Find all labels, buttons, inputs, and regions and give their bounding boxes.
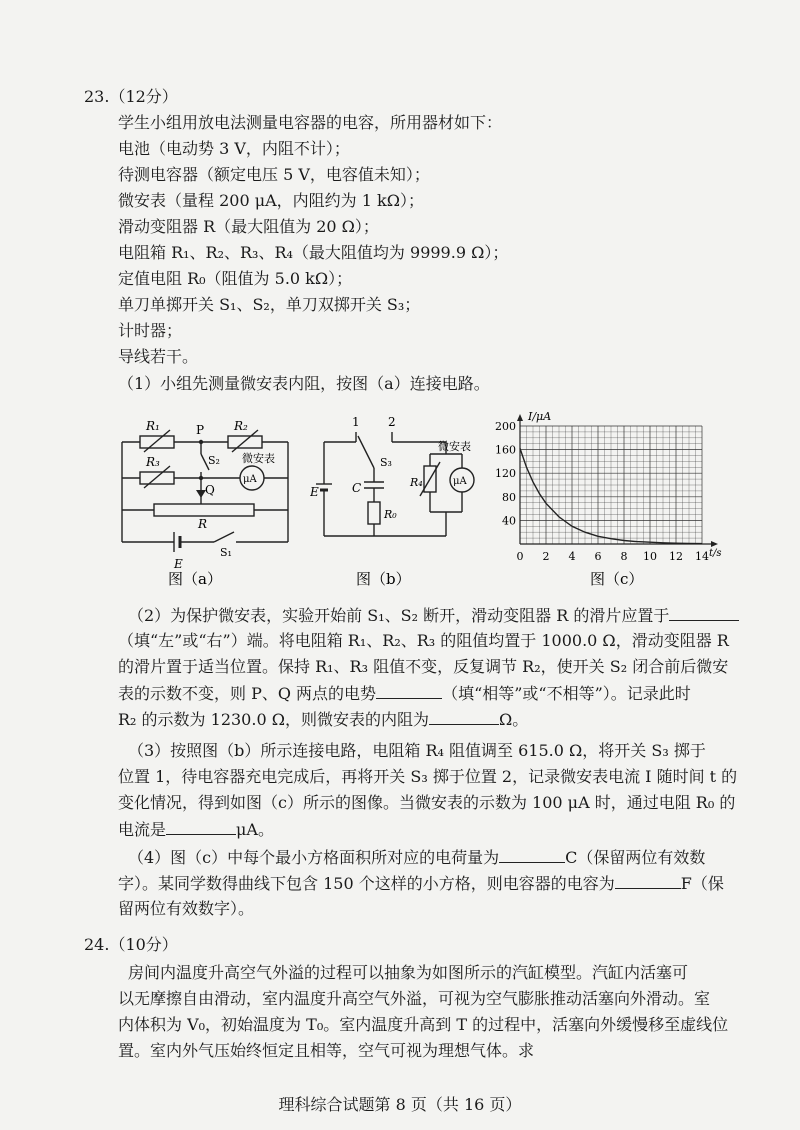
figures-row — [110, 410, 730, 590]
label-s1: S₁ — [220, 546, 232, 559]
label-meter-name: 微安表 — [438, 440, 471, 453]
chart-y-axis-label: I/μA — [528, 410, 552, 423]
chart-y-tick-label: 80 — [502, 490, 516, 504]
equipment-item: 滑动变阻器 R（最大阻值为 20 Ω）； — [118, 217, 379, 236]
label-r4: R₄ — [410, 476, 423, 489]
part-4-line-2 — [118, 872, 724, 895]
part-2-line-3: 的滑片置于适当位置。保持 R₁、R₃ 阻值不变，反复调节 R₂，使开关 S₂ 闭合前后微安 — [118, 657, 729, 676]
chart-x-arrow — [711, 541, 718, 547]
part-2-line-1 — [128, 604, 739, 627]
part-3-line-4 — [118, 818, 274, 841]
equipment-item: 计时器； — [118, 321, 183, 340]
question-24-line: 置。室内外气压始终恒定且相等，空气可视为理想气体。求 — [118, 1041, 535, 1060]
answer-blank[interactable] — [615, 872, 681, 889]
part-4-text: 字）。某同学数得曲线下包含 150 个这样的小方格，则电容器的电容为 — [118, 874, 615, 893]
chart-x-tick-label: 0 — [516, 550, 524, 563]
chart-y-tick-label: 200 — [495, 420, 516, 433]
part-2-line-5 — [118, 708, 528, 731]
chart-x-tick-label: 12 — [669, 550, 683, 563]
equipment-item: 待测电容器（额定电压 5 V，电容值未知）； — [118, 165, 430, 184]
part-2-text: R₂ 的示数为 1230.0 Ω，则微安表的内阻为 — [118, 710, 429, 729]
label-e: E — [174, 557, 183, 571]
equipment-item: 电阻箱 R₁、R₂、R₃、R₄（最大阻值均为 9999.9 Ω）； — [118, 243, 509, 262]
label-s2: S₂ — [208, 454, 220, 467]
chart-x-tick-label: 14 — [695, 550, 709, 563]
part-4-line-1 — [128, 846, 705, 869]
page-footer: 理科综合试题第 8 页（共 16 页） — [278, 1095, 522, 1114]
chart-y-tick-label: 40 — [502, 514, 516, 528]
chart-x-axis-label: t/s — [709, 548, 722, 559]
question-24-line: 内体积为 V₀，初始温度为 T₀。室内温度升高到 T 的过程中，活塞向外缓慢移至虚线位 — [118, 1015, 729, 1034]
chart-x-tick-label: 8 — [620, 550, 628, 563]
question-23-header: 23.（12分） — [84, 87, 178, 106]
part-3-text: μA。 — [236, 820, 274, 839]
part-2-text: （2）为保护微安表，实验开始前 S₁、S₂ 断开，滑动变阻器 R 的滑片应置于 — [128, 606, 670, 625]
chart-y-arrow — [517, 414, 523, 421]
caption-c: 图（c） — [590, 570, 644, 588]
part-2-text: 表的示数不变，则 P、Q 两点的电势 — [118, 684, 377, 703]
question-24-line: 房间内温度升高空气外溢的过程可以抽象为如图所示的汽缸模型。汽缸内活塞可 — [128, 963, 689, 982]
chart-x-tick-label: 6 — [594, 550, 602, 563]
part-3-line-3: 变化情况，得到如图（c）所示的图像。当微安表的示数为 100 μA 时，通过电阻 R₀ 的 — [118, 793, 736, 812]
label-r3: R₃ — [146, 455, 160, 469]
label-p: P — [196, 423, 205, 437]
label-c: C — [352, 481, 362, 495]
part-2-text: （填“相等”或“不相等”）。记录此时 — [442, 684, 691, 703]
label-s3: S₃ — [380, 456, 392, 469]
caption-a: 图（a） — [168, 570, 222, 588]
label-meter: μA — [453, 476, 467, 487]
equipment-item: 导线若干。 — [118, 347, 199, 366]
label-r: R — [198, 517, 208, 531]
answer-blank[interactable] — [499, 846, 565, 863]
part-4-text: （4）图（c）中每个最小方格面积所对应的电荷量为 — [128, 848, 500, 867]
answer-blank[interactable] — [669, 604, 739, 621]
part-3-text: 电流是 — [118, 820, 167, 839]
part-2-line-2: （填“左”或“右”）端。将电阻箱 R₁、R₂、R₃ 的阻值均置于 1000.0 Ω，滑动变阻器 R — [118, 631, 729, 650]
part-4-text: F（保 — [680, 874, 724, 893]
label-pos2: 2 — [388, 415, 396, 429]
part-2-text: Ω。 — [498, 710, 529, 729]
part-1-text: （1）小组先测量微安表内阻，按图（a）连接电路。 — [118, 374, 490, 393]
chart-y-tick-label: 160 — [495, 443, 516, 457]
circuit-figure-a — [110, 410, 300, 590]
question-23-intro: 学生小组用放电法测量电容器的电容，所用器材如下： — [118, 113, 503, 132]
label-pos1: 1 — [352, 415, 360, 429]
part-4-text: C（保留两位有效数 — [565, 848, 706, 867]
label-e: E — [310, 485, 319, 499]
label-q: Q — [205, 483, 215, 497]
answer-blank[interactable] — [376, 682, 442, 699]
equipment-item: 电池（电动势 3 V，内阻不计）； — [118, 139, 350, 158]
part-3-line-1: （3）按照图（b）所示连接电路，电阻箱 R₄ 阻值调至 615.0 Ω，将开关 S₃ 掷于 — [128, 741, 706, 760]
equipment-item: 定值电阻 R₀（阻值为 5.0 kΩ）； — [118, 269, 353, 288]
answer-blank[interactable] — [429, 708, 499, 725]
label-r2: R₂ — [234, 419, 248, 433]
chart-figure-c — [490, 410, 730, 590]
part-4-line-3: 留两位有效数字）。 — [118, 899, 255, 918]
equipment-item: 微安表（量程 200 μA，内阻约为 1 kΩ）； — [118, 191, 424, 210]
chart-x-tick-label: 2 — [542, 550, 550, 563]
equipment-item: 单刀单掷开关 S₁、S₂，单刀双掷开关 S₃； — [118, 295, 421, 314]
chart-x-tick-label: 4 — [568, 550, 576, 563]
part-2-line-4 — [118, 682, 691, 705]
question-24-header: 24.（10分） — [84, 935, 178, 954]
question-24-line: 以无摩擦自由滑动，室内温度升高空气外溢，可视为空气膨胀推动活塞向外滑动。室 — [118, 989, 711, 1008]
answer-blank[interactable] — [166, 818, 236, 835]
label-meter-name: 微安表 — [242, 452, 275, 465]
label-r0: R₀ — [384, 508, 397, 521]
label-r1: R₁ — [146, 419, 160, 433]
label-meter: μA — [243, 474, 257, 485]
part-3-line-2: 位置 1，待电容器充电完成后，再将开关 S₃ 掷于位置 2，记录微安表电流 I 随时间 t 的 — [118, 767, 738, 786]
chart-x-tick-label: 10 — [643, 550, 657, 563]
chart-y-tick-label: 120 — [495, 467, 516, 481]
circuit-figure-b — [310, 410, 480, 590]
caption-b: 图（b） — [356, 570, 411, 588]
